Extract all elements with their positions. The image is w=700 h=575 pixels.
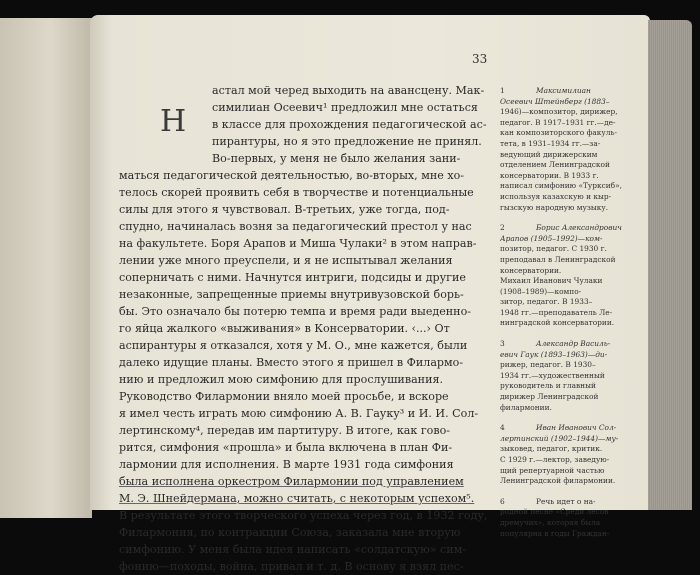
text-line: лертинскому⁴, передав им партитуру. В итоге, как гово- xyxy=(119,424,450,437)
footnote-text: родной песне «Среди лесов xyxy=(500,507,609,517)
footnote-text: Михаил Иванович Чулаки xyxy=(500,276,603,286)
footnote xyxy=(500,223,640,329)
text-line: соперничать с ними. Начнутся интриги, подсиды и другие xyxy=(119,271,466,284)
text-line: симфонию. У меня была идея написать «солдатскую» сим- xyxy=(119,543,467,556)
footnote-text: преподавал в Ленинградской xyxy=(500,254,616,264)
footnote-text: отделением Ленинградской xyxy=(500,160,610,170)
text-line: в классе для прохождения педагогической ас- xyxy=(212,118,487,131)
footnote-text: руководитель и главный xyxy=(500,381,596,391)
footnote-number: 3 xyxy=(500,339,505,349)
footnote-line xyxy=(500,192,640,203)
footnote-text: тета, в 1931–1934 гг.—за- xyxy=(500,138,601,148)
page-stack-edge xyxy=(648,20,692,510)
footnote-line xyxy=(500,107,640,118)
footnote-line xyxy=(500,287,640,298)
drop-cap: Н xyxy=(160,104,187,139)
footnote-text: лертинский (1902–1944)—му- xyxy=(500,433,619,443)
text-line: далеко идущие планы. Вместо этого я пришел в Филармо- xyxy=(119,356,464,369)
footnote-number: 1 xyxy=(500,86,505,95)
footnote-text: Арапов (1905–1992)—ком- xyxy=(500,233,603,243)
footnote-line xyxy=(500,423,640,434)
text-line: симилиан Осеевич¹ предложил мне остаться xyxy=(212,101,478,114)
text-line: пирантуры, но я это предложение не принял. xyxy=(212,135,482,148)
footnote-text: 1948 гг.—преподаватель Ле- xyxy=(500,307,613,317)
footnote-line xyxy=(500,276,640,287)
footnote-number: 6 xyxy=(500,496,505,506)
footnote-line xyxy=(500,360,640,371)
footnote-line xyxy=(500,297,640,308)
footnote-text: 1934 гг.—художественный xyxy=(500,370,605,380)
footnote-text: педагог. В 1917–1931 гг.—де- xyxy=(500,117,616,127)
text-line: фонию—походы, война, привал и т. д. В основу я взял пес- xyxy=(119,560,464,573)
footnote-text: Ленинградской филармонии. xyxy=(500,476,616,486)
footnote-line xyxy=(500,434,640,445)
text-line: лении уже много преуспели, и я не испытывал желания xyxy=(119,254,453,267)
footnote-text: С 1929 г.—лектор, заведую- xyxy=(500,455,610,464)
footnote-text: написал симфонию «Турксиб», xyxy=(500,181,622,191)
footnote-text: 1946)—композитор, дирижер, xyxy=(500,107,618,117)
text-line: В результате этого творческого успеха через год, в 1932 году, xyxy=(119,509,488,522)
footnote-line xyxy=(500,392,640,403)
page-number: 33 xyxy=(472,52,488,66)
footnote xyxy=(500,339,640,413)
footnote-line xyxy=(500,350,640,361)
footnote-text: Речь идет о на- xyxy=(536,496,596,506)
text-line: маться педагогической деятельностью, во-вторых, мне хо- xyxy=(119,169,465,182)
footnote-line xyxy=(500,371,640,382)
footnote-text: дирижер Ленинградской xyxy=(500,392,599,402)
footnote-line xyxy=(500,266,640,277)
text-line: рится, симфония «прошла» и была включена в план Фи- xyxy=(119,441,453,454)
footnote-line xyxy=(500,318,640,329)
footnote-text: Максимилиан xyxy=(536,86,591,95)
main-text xyxy=(119,82,489,575)
footnote-line xyxy=(500,507,640,518)
footnote-text: Борис Александрович xyxy=(536,223,622,233)
footnote-text: нинградской консерватории. xyxy=(500,318,615,328)
underlined-line: была исполнена оркестром Филармонии под управлением xyxy=(119,475,464,488)
text-line: Руководство Филармонии вняло моей просьбе, и вскоре xyxy=(119,390,449,403)
footnote-line xyxy=(500,171,640,182)
text-line: бы. Это означало бы потерю темпа и время ради выеденно- xyxy=(119,305,471,318)
footnote-text: филармонии. xyxy=(500,402,552,412)
footnote-text: консерватории. xyxy=(500,265,562,275)
footnote-line xyxy=(500,529,640,540)
footnote xyxy=(500,86,640,213)
footnote-text: (1908–1989)—компо- xyxy=(500,286,582,296)
footnote-line xyxy=(500,181,640,192)
footnote-line xyxy=(500,381,640,392)
footnote-text: ведующий дирижерским xyxy=(500,149,598,159)
text-line: аспирантуры я отказался, хотя у М. О., мне кажется, были xyxy=(119,339,468,352)
footnote-line xyxy=(500,455,640,466)
footnote-line xyxy=(500,403,640,414)
footnote-text: дремучих», которая была xyxy=(500,517,601,527)
footnote-text: Иван Иванович Сол- xyxy=(536,423,617,433)
footnote-line xyxy=(500,518,640,529)
text-line: спудно, начиналась возня за педагогический престол у нас xyxy=(119,220,472,233)
footnote-line xyxy=(500,128,640,139)
text-line: силы для этого я чувствовал. В-третьих, уже тогда, под- xyxy=(119,203,450,216)
footnote-line xyxy=(500,234,640,245)
footnote-text: Осеевич Штейнберг (1883– xyxy=(500,96,610,106)
footnotes-column xyxy=(500,86,640,549)
footnote-text: зитор, педагог. В 1933– xyxy=(500,297,593,307)
footnote-line xyxy=(500,150,640,161)
footnote xyxy=(500,497,640,539)
footnote-text: используя казахскую и кыр- xyxy=(500,191,612,201)
text-line: Во-первых, у меня не было желания зани- xyxy=(212,152,461,165)
footnote-text: кан композиторского факуль- xyxy=(500,128,617,138)
footnote-text: популярна в годы Граждан- xyxy=(500,528,610,538)
text-line: Филармония, по контракции Союза, заказала мне вторую xyxy=(119,526,461,539)
footnote xyxy=(500,423,640,487)
footnote-line xyxy=(500,118,640,129)
footnote-line xyxy=(500,476,640,487)
footnote-line xyxy=(500,160,640,171)
footnote-text: консерватории. В 1933 г. xyxy=(500,170,599,180)
footnote-text: евич Гаук (1893–1963)—ди- xyxy=(500,349,608,359)
footnote-line xyxy=(500,444,640,455)
text-line: лармонии для исполнения. В марте 1931 года симфония xyxy=(119,458,454,471)
footnote-text: гызскую народную музыку. xyxy=(500,202,609,212)
footnote-text: зыковед, педагог, критик. xyxy=(500,444,603,454)
footnote-number: 4 xyxy=(500,423,505,433)
footnote-line xyxy=(500,223,640,234)
footnote-text: Александр Василь- xyxy=(536,339,611,349)
footnote-line xyxy=(500,466,640,477)
text-line: телось скорей проявить себя в творчестве и потенциальные xyxy=(119,186,474,199)
footnote-line xyxy=(500,308,640,319)
footnote-line xyxy=(500,97,640,108)
text-line: го яйца жалкого «выживания» в Консерватории. ‹...› От xyxy=(119,322,450,335)
footnote-line xyxy=(500,86,640,97)
footnote-line xyxy=(500,203,640,214)
footnote-text: рижер, педагог. В 1930– xyxy=(500,360,596,370)
footnote-line xyxy=(500,339,640,350)
text-line: я имел честь играть мою симфонию А. В. Гауку³ и И. И. Сол- xyxy=(119,407,479,420)
footnote-text: щий репертуарной частью xyxy=(500,465,605,475)
footnote-line xyxy=(500,244,640,255)
footnote-line xyxy=(500,255,640,266)
underlined-line: М. Э. Шнейдермана, можно считать, с некоторым успехом⁵. xyxy=(119,492,475,505)
footnote-text: позитор, педагог. С 1930 г. xyxy=(500,244,607,254)
left-page xyxy=(0,18,92,518)
text-line: на факультете. Боря Арапов и Миша Чулаки² в этом направ- xyxy=(119,237,477,250)
text-line: нию и предложил мою симфонию для прослушивания. xyxy=(119,373,443,386)
text-line: астал мой черед выходить на авансцену. Мак- xyxy=(212,84,485,97)
text-line: незаконные, запрещенные приемы внутривузовской борь- xyxy=(119,288,464,301)
footnote-number: 2 xyxy=(500,223,505,233)
footnote-line xyxy=(500,139,640,150)
